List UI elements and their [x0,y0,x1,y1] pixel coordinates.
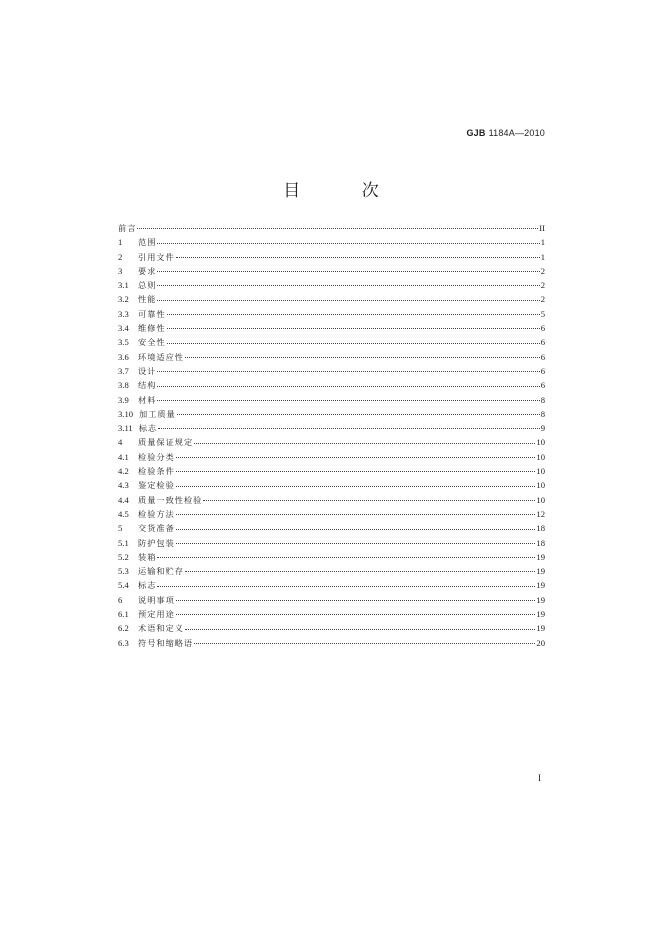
toc-entry[interactable] [118,550,545,564]
toc-entry[interactable] [118,335,545,349]
toc-entry-label: 运输和贮存 [138,566,184,577]
toc-leader-dots [157,285,539,286]
toc-entry-number: 4.5 [118,508,129,519]
toc-entry-number: 4.3 [118,480,129,491]
toc-entry[interactable] [118,235,545,249]
toc-entry-number: 3.8 [118,380,129,391]
toc-entry-page: 19 [536,566,545,577]
toc-entry-number: 4.2 [118,466,129,477]
toc-entry-label: 交货准备 [138,523,175,534]
toc-entry-number: 4 [118,437,123,448]
toc-entry-number: 6 [118,594,123,605]
toc-entry-page: 18 [536,523,545,534]
toc-entry-page: 19 [536,551,545,562]
toc-leader-dots [157,271,539,272]
toc-leader-dots [167,328,540,329]
toc-entry[interactable] [118,621,545,635]
toc-leader-dots [176,486,536,487]
toc-entry-page: 8 [540,408,545,419]
toc-leader-dots [157,386,539,387]
toc-entry-label: 检验条件 [138,466,175,477]
toc-leader-dots [167,343,540,344]
toc-entry-number: 3.10 [118,408,134,419]
page-number: I [538,773,541,783]
toc-leader-dots [176,543,536,544]
toc-entry-label: 检验分类 [138,451,175,462]
toc-entry-number: 3.7 [118,365,129,376]
toc-entry-label: 质量一致性检验 [138,494,203,505]
toc-entry-number: 3.1 [118,280,129,291]
toc-leader-dots [185,571,535,572]
toc-entry[interactable] [118,464,545,478]
toc-leader-dots [157,400,539,401]
toc-leader-dots [177,414,540,415]
toc-leader-dots [176,514,536,515]
toc-leader-dots [194,443,535,444]
toc-entry-number: 6.3 [118,637,129,648]
toc-leader-dots [176,257,540,258]
toc-entry-page: 19 [536,623,545,634]
toc-entry[interactable] [118,407,545,421]
toc-entry-page: 1 [540,237,545,248]
toc-entry[interactable] [118,350,545,364]
toc-leader-dots [185,357,540,358]
toc-entry-number: 3.11 [118,423,133,434]
toc-entry-page: 19 [536,594,545,605]
toc-entry-label: 加工质量 [139,408,176,419]
toc-entry-number: 3.5 [118,337,129,348]
toc-entry[interactable] [118,307,545,321]
toc-entry[interactable] [118,364,545,378]
toc-entry-label: 前言 [118,223,137,233]
toc-entry-label: 可靠性 [138,308,166,319]
toc-entry[interactable] [118,435,545,449]
toc-entry-label: 维修性 [138,323,166,334]
standard-code-prefix: GJB [466,128,486,138]
toc-entry-number: 1 [118,237,123,248]
toc-entry-label: 检验方法 [138,508,175,519]
toc-entry-page: 6 [540,380,545,391]
toc-entry-label: 术语和定义 [138,623,184,634]
toc-entry-label: 预定用途 [138,609,175,620]
toc-entry-label: 要求 [138,265,157,276]
toc-entry-page: 10 [536,494,545,505]
toc-entry[interactable] [118,564,545,578]
toc-entry-number: 3.6 [118,351,129,362]
toc-leader-dots [157,557,535,558]
toc-leader-dots [158,428,540,429]
toc-leader-dots [157,300,539,301]
toc-entry-page: 8 [540,394,545,405]
toc-entry-label: 材料 [138,394,157,405]
toc-entry[interactable] [118,521,545,535]
toc-entry[interactable] [118,321,545,335]
toc-entry-page: 10 [536,480,545,491]
toc-entry-label: 标志 [138,423,158,434]
toc-entry[interactable] [118,593,545,607]
toc-entry-number: 4.1 [118,451,129,462]
toc-entry-page: II [539,223,545,233]
toc-entry-number: 2 [118,251,123,262]
toc-entry-page: 18 [536,537,545,548]
standard-code [466,128,545,139]
toc-entry-page: 9 [540,423,545,434]
toc-entry-number: 3.3 [118,308,129,319]
toc-entry[interactable] [118,292,545,306]
toc-entry-label: 安全性 [138,337,166,348]
toc-entry[interactable] [118,493,545,507]
toc-entry-label: 标志 [138,580,157,591]
toc-entry[interactable] [118,250,545,264]
toc-entry-page: 5 [540,308,545,319]
toc-entry-label: 说明事项 [138,594,175,605]
toc-leader-dots [194,643,535,644]
toc-entry-page: 2 [540,294,545,305]
toc-leader-dots [157,586,535,587]
toc-entry-page: 6 [540,365,545,376]
toc-entry[interactable] [118,421,545,435]
toc-leader-dots [176,614,536,615]
toc-entry-number: 5 [118,523,123,534]
toc-entry[interactable] [118,221,545,235]
toc-entry[interactable] [118,450,545,464]
toc-leader-dots [176,471,536,472]
toc-entry-page: 19 [536,580,545,591]
toc-entry-number: 5.3 [118,566,129,577]
standard-code-number: 1184A—2010 [488,128,545,138]
toc-leader-dots [203,500,535,501]
toc-entry-number: 3.9 [118,394,129,405]
toc-entry[interactable] [118,578,545,592]
toc-leader-dots [185,629,535,630]
toc-entry-page: 10 [536,437,545,448]
toc-entry-label: 防护包装 [138,537,175,548]
toc-entry-number: 5.4 [118,580,129,591]
toc-leader-dots [176,529,536,530]
toc-entry-label: 性能 [138,294,157,305]
toc-entry-page: 6 [540,337,545,348]
toc-entry-page: 6 [540,351,545,362]
toc-entry-label: 结构 [138,380,157,391]
toc-leader-dots [167,314,540,315]
toc-entry-number: 5.1 [118,537,129,548]
toc-entry-page: 19 [536,609,545,620]
toc-entry-number: 6.1 [118,609,129,620]
toc-leader-dots [137,228,538,229]
toc-entry[interactable] [118,264,545,278]
toc-entry[interactable] [118,607,545,621]
toc-entry[interactable] [118,378,545,392]
toc-entry-number: 3.4 [118,323,129,334]
toc-entry-label: 环境适应性 [138,351,184,362]
toc-entry[interactable] [118,278,545,292]
toc-entry-page: 12 [536,508,545,519]
toc-entry-label: 装箱 [138,551,157,562]
toc-entry-page: 2 [540,280,545,291]
toc-entry-number: 4.4 [118,494,129,505]
toc-entry-number: 3 [118,265,123,276]
toc-entry-label: 鉴定检验 [138,480,175,491]
toc-leader-dots [176,600,536,601]
toc-entry-label: 质量保证规定 [138,437,194,448]
toc-entry-label: 范围 [138,237,157,248]
toc-entry-page: 20 [536,637,545,648]
toc-entry-page: 6 [540,323,545,334]
toc-entry-number: 5.2 [118,551,129,562]
toc-leader-dots [157,243,539,244]
toc-title: 目 次 [283,181,407,201]
toc-entry-page: 2 [540,265,545,276]
toc-entry[interactable] [118,536,545,550]
toc-entry[interactable] [118,636,545,650]
toc-entry[interactable] [118,507,545,521]
toc-entry-label: 设计 [138,365,157,376]
toc-entry-label: 符号和缩略语 [138,637,194,648]
toc-leader-dots [157,371,539,372]
table-of-contents [118,221,545,650]
toc-entry-label: 总则 [138,280,157,291]
toc-entry-label: 引用文件 [138,251,175,262]
toc-entry-page: 10 [536,451,545,462]
toc-entry-page: 10 [536,466,545,477]
toc-entry-number: 6.2 [118,623,129,634]
toc-entry-number: 3.2 [118,294,129,305]
toc-entry[interactable] [118,478,545,492]
toc-entry-page: 1 [540,251,545,262]
toc-entry[interactable] [118,393,545,407]
toc-leader-dots [176,457,536,458]
